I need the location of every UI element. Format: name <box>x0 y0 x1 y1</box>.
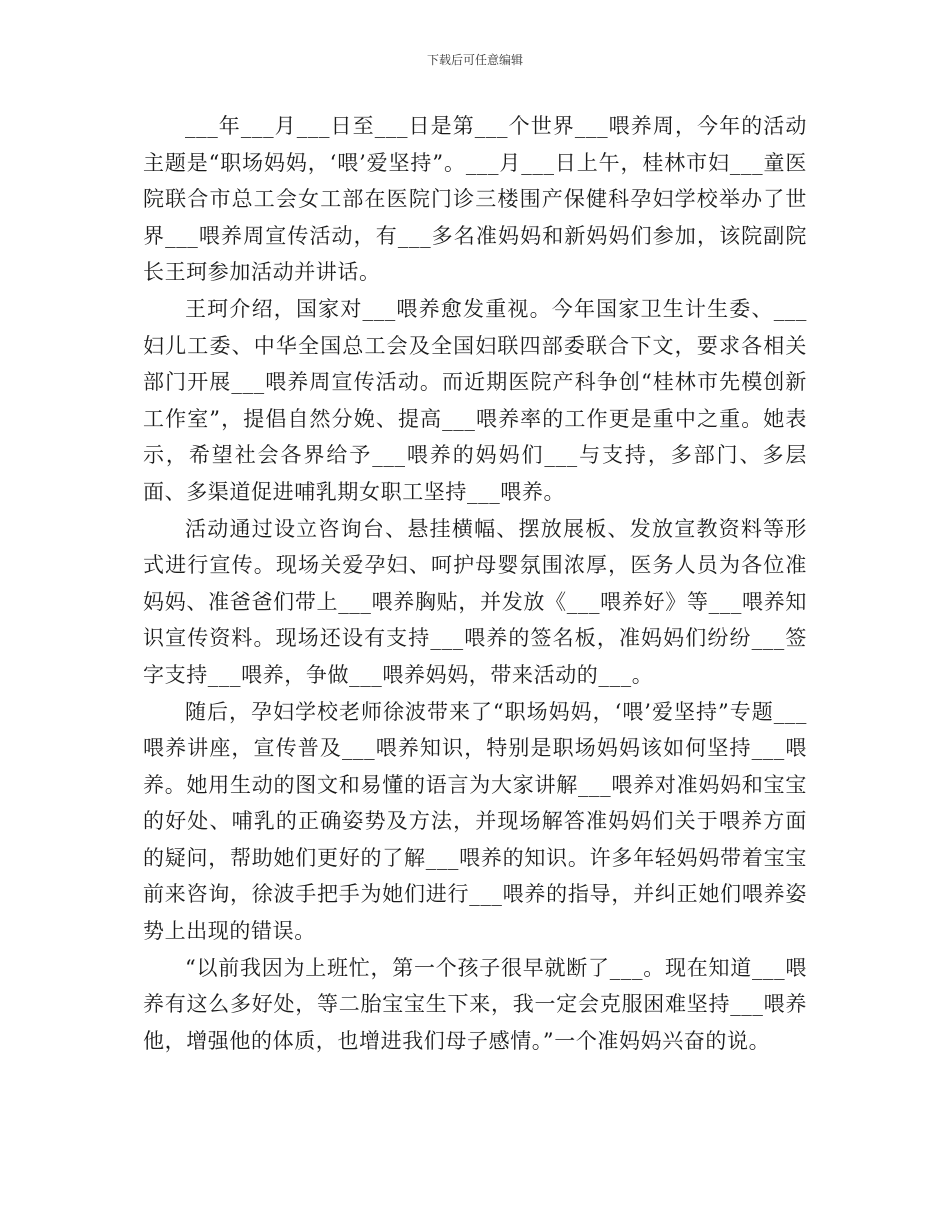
paragraph-event-intro: ___年___月___日至___日是第___个世界___喂养周，今年的活动主题是“职场妈妈，‘喂’爱坚持”。___月___日上午，桂林市妇___童医院联合市总工会女工部在医院门诊三楼围产保健科孕妇学校举办了世界___喂养周宣传活动，有___多名准妈妈和新妈妈们参加，该院副院长王珂参加活动并讲话。 <box>143 114 807 285</box>
paragraph-speech: 王珂介绍，国家对___喂养愈发重视。今年国家卫生计生委、___妇儿工委、中华全国总工会及全国妇联四部委联合下文，要求各相关部门开展___喂养周宣传活动。而近期医院产科争创“桂林市先模创新工作室”，提倡自然分娩、提高___喂养率的工作更是重中之重。她表示，希望社会各界给予___喂养的妈妈们___与支持，多部门、多层面、多渠道促进哺乳期女职工坚持___喂养。 <box>143 296 807 504</box>
paragraph-lecture: 随后，孕妇学校老师徐波带来了“职场妈妈，‘喂’爱坚持”专题___喂养讲座，宣传普及___喂养知识，特别是职场妈妈该如何坚持___喂养。她用生动的图文和易懂的语言为大家讲解___喂养对准妈妈和宝宝的好处、哺乳的正确姿势及方法，并现场解答准妈妈们关于喂养方面的疑问，帮助她们更好的了解___喂养的知识。许多年轻妈妈带着宝宝前来咨询，徐波手把手为她们进行___喂养的指导，并纠正她们喂养姿势上出现的错误。 <box>143 699 807 944</box>
page-header: 下载后可任意编辑 <box>426 53 523 67</box>
paragraph-quote: “以前我因为上班忙，第一个孩子很早就断了___。现在知道___喂养有这么多好处，等二胎宝宝生下来，我一定会克服困难坚持___喂养他，增强他的体质，也增进我们母子感情。”一个准妈妈兴奋的说。 <box>143 955 807 1053</box>
paragraph-activities: 活动通过设立咨询台、悬挂横幅、摆放展板、发放宣教资料等形式进行宣传。现场关爱孕妇、呵护母婴氛围浓厚，医务人员为各位准妈妈、准爸爸们带上___喂养胸贴，并发放《___喂养好》等___喂养知识宣传资料。现场还设有支持___喂养的签名板，准妈妈们纷纷___签字支持___喂养，争做___喂养妈妈，带来活动的___。 <box>143 516 807 687</box>
article-body <box>143 108 807 1059</box>
